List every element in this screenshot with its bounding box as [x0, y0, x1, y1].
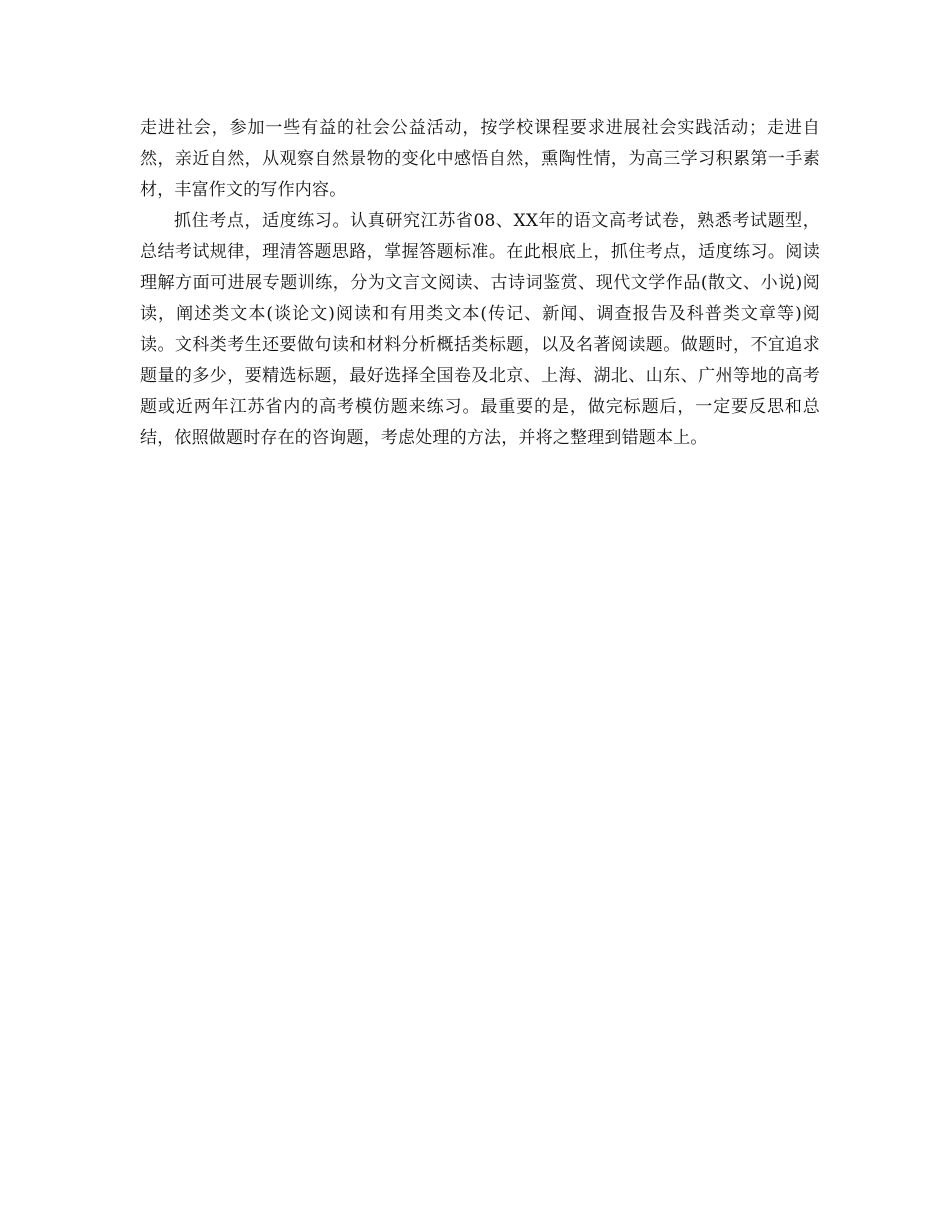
document-body: [140, 113, 820, 454]
paragraph-study-advice: 抓住考点，适度练习。认真研究江苏省08、XX年的语文高考试卷，熟悉考试题型，总结考试规律，理清答题思路，掌握答题标准。在此根底上，抓住考点，适度练习。阅读理解方面可进展专题训练，分为文言文阅读、古诗词鉴赏、现代文学作品(散文、小说)阅读，阐述类文本(谈论文)阅读和有用类文本(传记、新闻、调查报告及科普类文章等)阅读。文科类考生还要做句读和材料分析概括类标题，以及名著阅读题。做题时，不宜追求题量的多少，要精选标题，最好选择全国卷及北京、上海、湖北、山东、广州等地的高考题或近两年江苏省内的高考模仿题来练习。最重要的是，做完标题后，一定要反思和总结，依照做题时存在的咨询题，考虑处理的方法，并将之整理到错题本上。: [140, 211, 820, 448]
paragraph-continuation: 走进社会，参加一些有益的社会公益活动，按学校课程要求进展社会实践活动；走进自然，亲近自然，从观察自然景物的变化中感悟自然，熏陶性情，为高三学习积累第一手素材，丰富作文的写作内容。: [140, 118, 820, 200]
